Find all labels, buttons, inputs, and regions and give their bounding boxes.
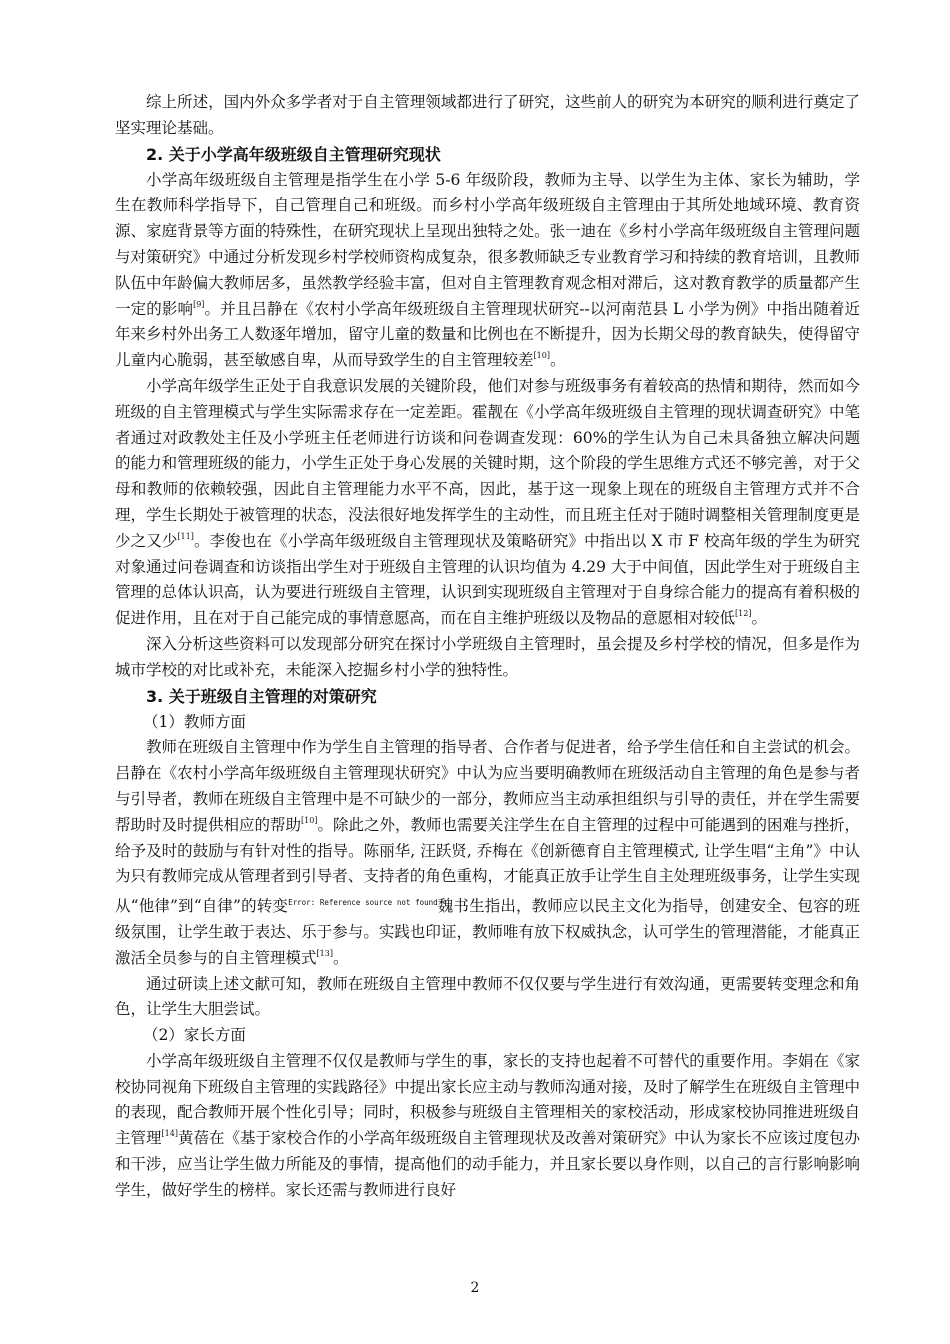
page-number: 2 <box>470 1280 480 1296</box>
citation: [13] <box>316 948 333 958</box>
citation: [10] <box>533 351 550 361</box>
document-body <box>115 90 860 1204</box>
citation: [11] <box>177 531 194 541</box>
subheading-teacher: （1）教师方面 <box>143 712 246 731</box>
paragraph-analysis: 深入分析这些资料可以发现部分研究在探讨小学班级自主管理时，虽会提及乡村学校的情况，但多是作为城市学校的对比或补充，未能深入挖掘乡村小学的独特性。 <box>115 634 860 679</box>
paragraph-status: 小学高年级班级自主管理是指学生在小学 5-6 年级阶段，教师为主导、以学生为主体、家长为辅助，学生在教师科学指导下，自己管理自己和班级。而乡村小学高年级班级自主管理由于其所处地域环境、教育资源、家庭背景等方面的特殊性，在研究现状上呈现出独特之处。张一迪在《乡村小学高年级班级自主管理问题与对策研究》中通过分析发现乡村学校师资构成复杂，很多教师缺乏专业教育学习和持续的教育培训，且教师队伍中年龄偏大教师居多，虽然教学经验丰富，但对自主管理教育观念相对滞后，这对教育教学的质量都产生一定的影响[9]。并且吕静在《农村小学高年级班级自主管理现状研究--以河南范县 L 小学为例》中指出随着近年来乡村外出务工人数逐年增加，留守儿童的数量和比例也在不断提升，因为长期父母的教育缺失，使得留守儿童内心脆弱，甚至敏感自卑，从而导致学生的自主管理较差[10]。 <box>115 170 860 370</box>
subheading-parent: （2）家长方面 <box>143 1026 246 1045</box>
paragraph-teacher: 教师在班级自主管理中作为学生自主管理的指导者、合作者与促进者，给予学生信任和自主尝试的机会。吕静在《农村小学高年级班级自主管理现状研究》中认为应当要明确教师在班级活动自主管理的角色是参与者与引导者，教师在班级自主管理中是不可缺少的一部分，教师应当主动承担组织与引导的责任，并在学生需要帮助时及时提供相应的帮助[10]。除此之外，教师也需要关注学生在自主管理的过程中可能遇到的困难与挫折，给予及时的鼓励与有针对性的指导。陈丽华, 汪跃贤, 乔梅在《创新德育自主管理模式, 让学生唱“主角”》中认为只有教师完成从管理者到引导者、支持者的角色重构，才能真正放手让学生自主处理班级事务，让学生实现从“他律”到“自律”的转变$^{Error: Reference source not found}$魏书生指出，教师应以民主文化为指导，创建安全、包容的班级氛围，让学生敢于表达、乐于参与。实践也印证，教师唯有放下权威执念，认可学生的管理潜能，才能真正激活全员参与的自主管理模式[13]。 <box>115 738 860 967</box>
section-heading-2: 2. 关于小学高年级班级自主管理研究现状 <box>146 144 441 164</box>
paragraph-summary: 综上所述，国内外众多学者对于自主管理领域都进行了研究，这些前人的研究为本研究的顺利进行奠定了坚实理论基础。 <box>115 93 860 137</box>
reference-error: Error: Reference source not found <box>288 898 438 908</box>
paragraph-parent: 小学高年级班级自主管理不仅仅是教师与学生的事，家长的支持也起着不可替代的重要作用。李娟在《家校协同视角下班级自主管理的实践路径》中提出家长应主动与教师沟通对接，及时了解学生在班级自主管理中的表现，配合教师开展个性化引导；同时，积极参与班级自主管理相关的家校活动，形成家校协同推进班级自主管理[14]黄蓓在《基于家校合作的小学高年级班级自主管理现状及改善对策研究》中认为家长不应该过度包办和干涉，应当让学生做力所能及的事情，提高他们的动手能力，并且家长要以身作则，以自己的言行影响影响学生，做好学生的榜样。家长还需与教师进行良好 <box>115 1051 860 1199</box>
section-heading-3: 3. 关于班级自主管理的对策研究 <box>146 686 377 706</box>
paragraph-student-stage: 小学高年级学生正处于自我意识发展的关键阶段，他们对参与班级事务有着较高的热情和期待，然而如今班级的自主管理模式与学生实际需求存在一定差距。霍靓在《小学高年级班级自主管理的现状调查研究》中笔者通过对政教处主任及小学班主任老师进行访谈和问卷调查发现：60%的学生认为自己未具备独立解决问题的能力和管理班级的能力，小学生正处于身心发展的关键时期，这个阶段的学生思维方式还不够完善，对于父母和教师的依赖较强，因此自主管理能力水平不高，因此，基于这一现象上现在的班级自主管理方式并不合理，学生长期处于被管理的状态，没法很好地发挥学生的主动性，而且班主任对于随时调整相关管理制度更是少之又少[11]。李俊也在《小学高年级班级自主管理现状及策略研究》中指出以 X 市 F 校高年级的学生为研究对象通过问卷调查和访谈指出学生对于班级自主管理的认识均值为 4.29 大于中间值，因此学生对于班级自主管理的总体认识高，认为要进行班级自主管理，认识到实现班级自主管理对于自身综合能力的提高有着积极的促进作用，且在对于自己能完成的事情意愿高，而在自主维护班级以及物品的意愿相对较低[12]。 <box>115 376 860 628</box>
paragraph-teacher-summary: 通过研读上述文献可知，教师在班级自主管理中教师不仅仅要与学生进行有效沟通，更需要转变理念和角色，让学生大胆尝试。 <box>115 974 860 1019</box>
citation: [9] <box>193 299 205 309</box>
citation: [10] <box>301 815 318 825</box>
citation: [12] <box>735 609 752 619</box>
citation: [14] <box>161 1129 178 1139</box>
